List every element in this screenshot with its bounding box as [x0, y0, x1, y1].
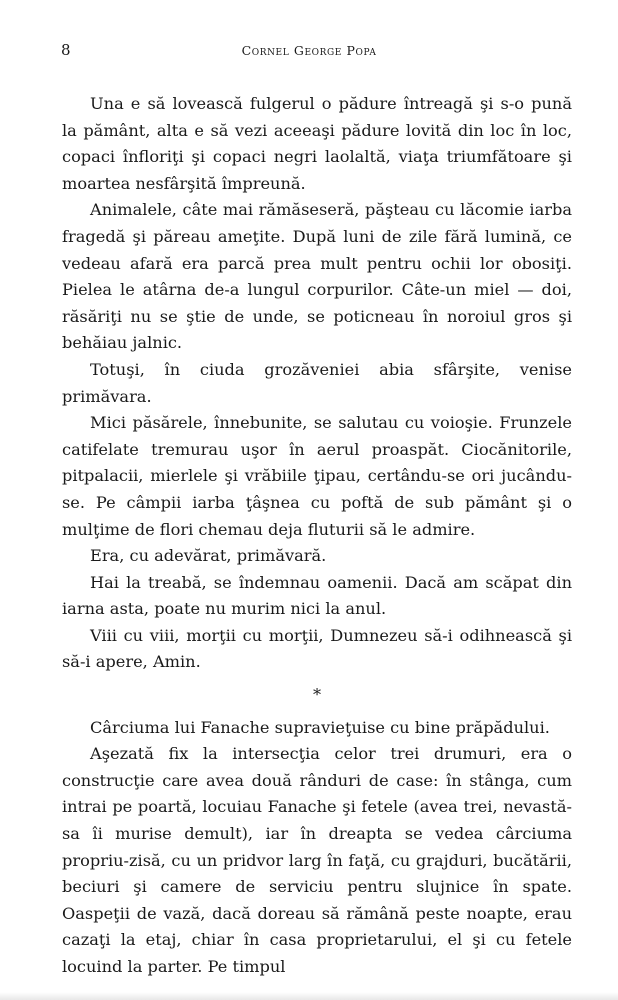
section-separator: * — [312, 685, 322, 705]
paragraph: Hai la treabă, se îndemnau oamenii. Dacă am scăpat din iarna asta, poate nu murim nici la anul. — [62, 572, 572, 619]
running-head: Cornel George Popa — [241, 43, 377, 58]
body-text — [62, 91, 572, 981]
paragraph: Viii cu viii, morţii cu morţii, Dumnezeu să-i odihnească şi să-i apere, Amin. — [62, 625, 572, 672]
paragraph: Una e să lovească fulgerul o pădure întreagă şi s-o pună la pământ, alta e să vezi aceeaşi pădure lovită din loc în loc, copaci înfloriţi şi copaci negri laolaltă, viaţa triumfătoare şi moartea nesfârşită împreună. — [62, 94, 572, 193]
paragraph: Mici păsărele, înnebunite, se salutau cu voioşie. Frunzele catifelate tremurau uşor în aerul proaspăt. Ciocănitorile, pitpalacii, mierlele şi vrăbiile ţipau, certându-se ori jucându-se. Pe câmpii iarba ţâşnea cu poftă de sub pământ şi o mulţime de flori chemau deja fluturii să le admire. — [62, 413, 572, 539]
paragraph: Aşezată fix la intersecţia celor trei drumuri, era o construcţie care avea două rânduri de case: în stânga, cum intrai pe poartă, locuiau Fanache şi fetele (avea trei, nevastă-sa îi murise demult), iar în dreapta se vedea cârciuma propriu-zisă, cu un pridvor larg în faţă, cu grajduri, bucătării, beciuri şi camere de serviciu pentru slujnice în spate. Oaspeţii de vază, dacă doreau să rămână peste noapte, erau cazaţi la etaj, chiar în casa proprietarului, el şi cu fetele locuind la parter. Pe timpul — [62, 744, 572, 976]
paragraph: Cârciuma lui Fanache supravieţuise cu bine prăpădului. — [90, 717, 550, 737]
paragraph: Totuşi, în ciuda grozăveniei abia sfârşite, venise primăvara. — [62, 359, 572, 406]
page-bottom-edge — [0, 992, 618, 1000]
paragraph: Animalele, câte mai rămăseseră, păşteau cu lăcomie iarba fragedă şi păreau ameţite. După luni de zile fără lumină, ce vedeau afară era parcă prea mult pentru ochii lor obosiţi. Pielea le atârna de-a lungul corpurilor. Câte-un miel — doi, răsăriţi nu se ştie de unde, se poticneau în noroiul gros şi behăiau jalnic. — [62, 200, 572, 353]
page-number: 8 — [61, 41, 71, 59]
paragraph: Era, cu adevărat, primăvară. — [90, 546, 327, 566]
